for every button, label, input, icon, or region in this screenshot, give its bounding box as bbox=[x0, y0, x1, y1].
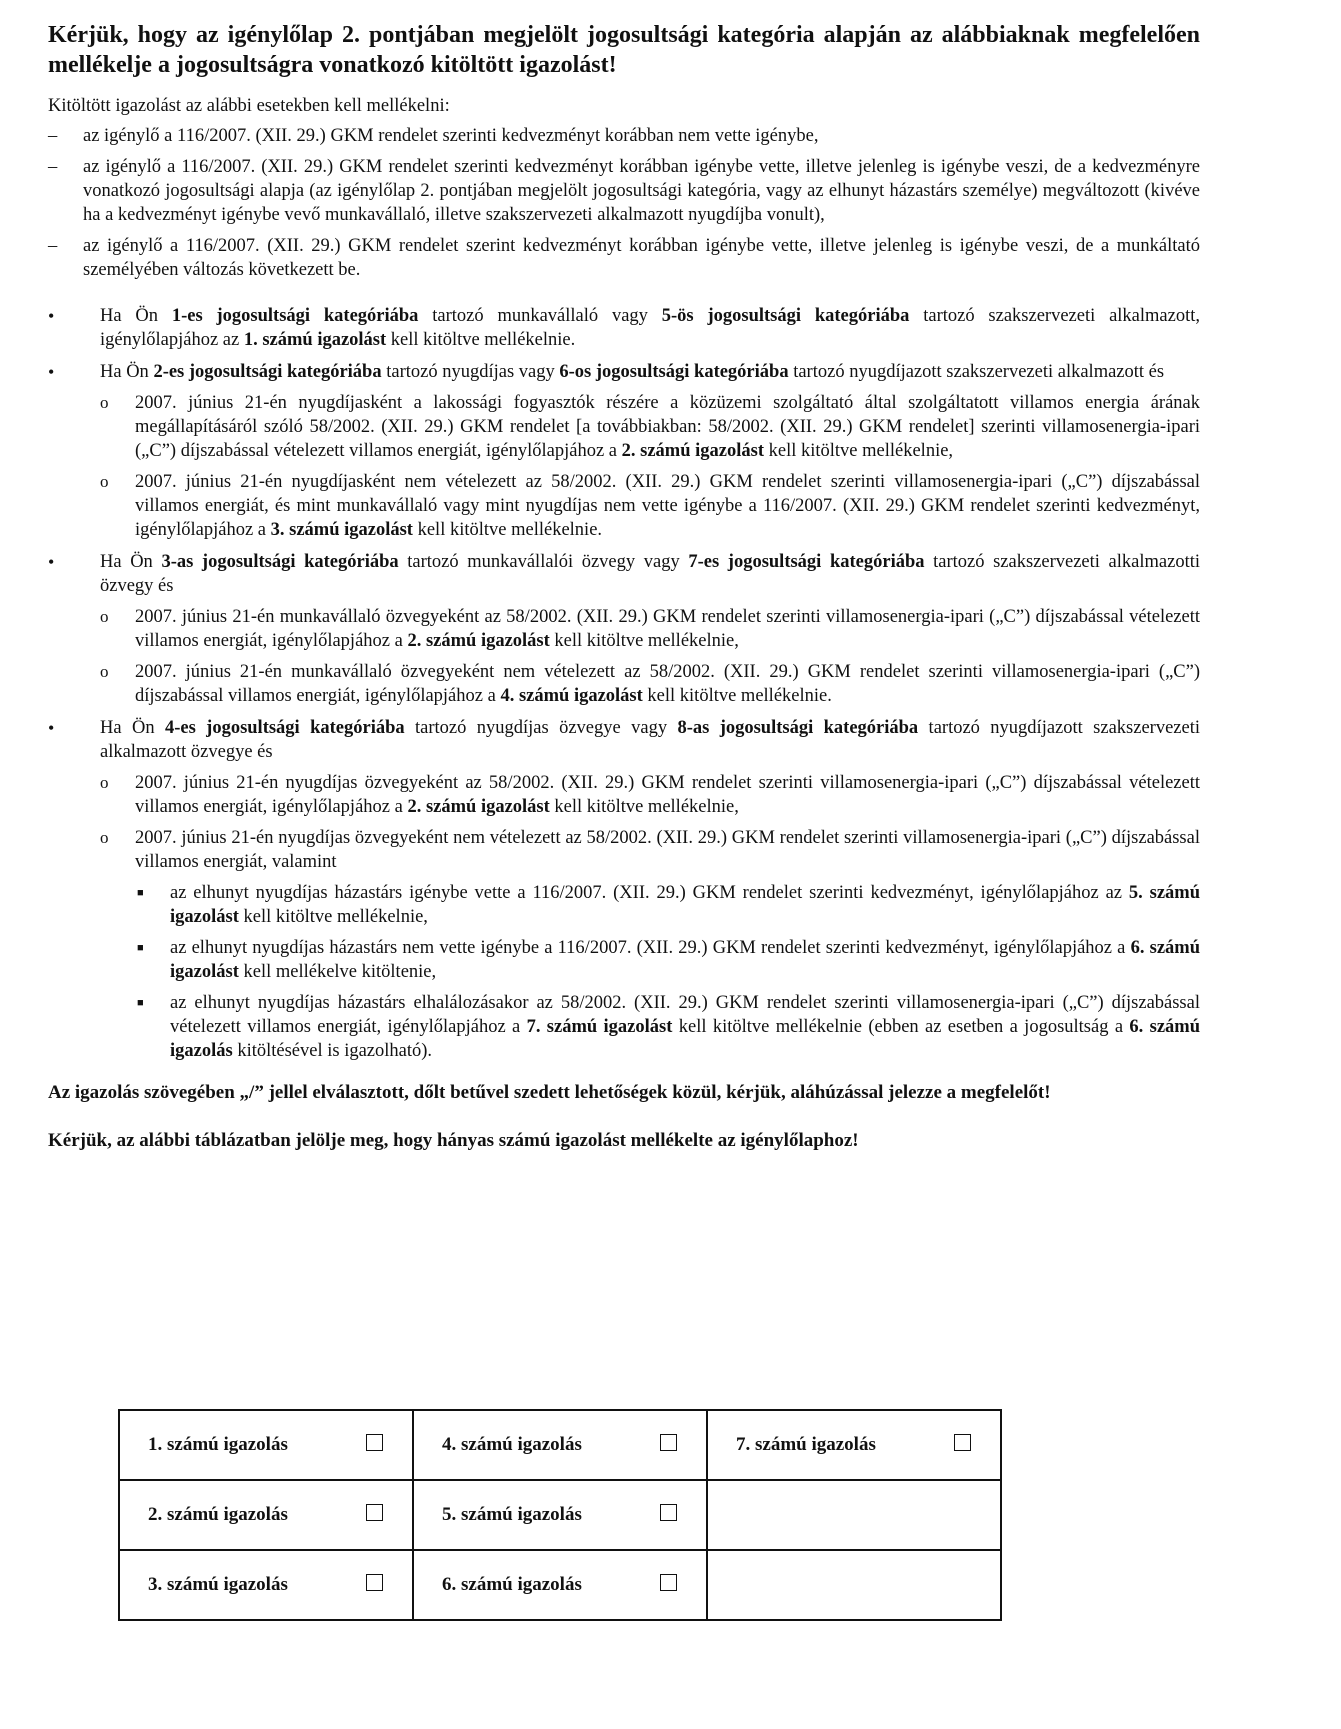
square-marker: ■ bbox=[137, 997, 144, 1009]
document-page bbox=[48, 20, 1200, 1153]
certificate-table bbox=[118, 1409, 1002, 1621]
square-marker: ■ bbox=[137, 942, 144, 954]
square-item: ■ az elhunyt nyugdíjas házastárs igénybe vette a 116/2007. (XII. 29.) GKM rendelet szerinti kedvezményt, igénylőlapjához az 5. számú igazolást kell kitöltve mellékelnie, bbox=[137, 883, 1200, 927]
circle-marker: o bbox=[100, 662, 109, 681]
certificate-2-checkbox[interactable] bbox=[366, 1504, 383, 1521]
circle-marker: o bbox=[100, 773, 109, 792]
certificate-label: 7. számú igazolás bbox=[736, 1434, 876, 1455]
certificate-7-checkbox[interactable] bbox=[954, 1434, 971, 1451]
certificate-label: 3. számú igazolás bbox=[148, 1574, 288, 1595]
circle-marker: o bbox=[100, 828, 109, 847]
dash-item: – az igénylő a 116/2007. (XII. 29.) GKM rendelet szerinti kedvezményt korábban igénybe vette, illetve jelenleg is igénybe veszi, de a kedvezményre vonatkozó jogosultsági alapja (az igénylőlap 2. pontjában megjelölt jogosultsági kategória, vagy az elhunyt házastárs személye) megváltozott (kivéve ha a kedvezményt igénybe vevő munkavállaló, illetve szakszervezeti alkalmazott nyugdíjba vonult), bbox=[48, 157, 1200, 225]
circle-marker: o bbox=[100, 472, 109, 491]
certificate-3-checkbox[interactable] bbox=[366, 1574, 383, 1591]
certificate-4-checkbox[interactable] bbox=[660, 1434, 677, 1451]
square-item: ■ az elhunyt nyugdíjas házastárs elhalálozásakor az 58/2002. (XII. 29.) GKM rendelet szerinti villamosenergia-ipari („C”) díjszabással vételezett villamos energiát, igénylőlapjához a 7. számú igazolást kell kitöltve mellékelnie (ebben az esetben a jogosultság a 6. számú igazolás kitöltésével is igazolható). bbox=[137, 993, 1200, 1061]
bullet-marker: • bbox=[48, 306, 55, 326]
certificate-5-checkbox[interactable] bbox=[660, 1504, 677, 1521]
table-row bbox=[119, 1550, 1001, 1620]
certificate-label: 6. számú igazolás bbox=[442, 1574, 582, 1595]
underline-instruction: Az igazolás szövegében „/” jellel elválasztott, dőlt betűvel szedett lehetőségek közül, kérjük, aláhúzással jelezze a megfelelőt! bbox=[48, 1082, 1051, 1103]
square-item: ■ az elhunyt nyugdíjas házastárs nem vette igénybe a 116/2007. (XII. 29.) GKM rendelet szerinti kedvezményt, igénylőlapjához a 6. számú igazolást kell mellékelve kitöltenie, bbox=[137, 938, 1200, 982]
dash-item: – az igénylő a 116/2007. (XII. 29.) GKM rendelet szerinti kedvezményt korábban nem vette igénybe, bbox=[48, 126, 819, 146]
dash-marker: – bbox=[48, 236, 58, 256]
certificate-cell bbox=[119, 1550, 413, 1620]
certificate-cell bbox=[413, 1480, 707, 1550]
sub-item: o 2007. június 21-én nyugdíjas özvegyeként nem vételezett az 58/2002. (XII. 29.) GKM rendelet szerinti villamosenergia-ipari („C”) díjszabással villamos energiát, valamint ■ az elhunyt nyugdíjas házastárs igénybe vette a 116/2007. (XII. 29.) GKM rendelet szerinti kedvezményt, igénylőlapjához az 5. számú igazolást kell kitöltve mellékelnie, ■ az elhunyt nyugdíjas házastárs nem vette igénybe a 116/2007. (XII. 29.) GKM rendelet szerinti kedvezményt, igénylőlapjához a 6. számú igazolást kell mellékelve kitöltenie, ■ az elhunyt nyugdíjas házastárs elhalálozásakor az 58/2002. (XII. 29.) GKM rendelet szerinti villamosenergia-ipari („C”) díjszabással vételezett villamos energiát, igénylőlapjához a 7. számú igazolást kell kitöltve mellékelnie (ebben az esetben a jogosultság a 6. számú igazolás kitöltésével is igazolható). bbox=[100, 828, 1200, 1061]
certificate-cell bbox=[413, 1410, 707, 1480]
certificate-6-checkbox[interactable] bbox=[660, 1574, 677, 1591]
square-marker: ■ bbox=[137, 887, 144, 899]
sub-list bbox=[100, 391, 1200, 542]
sub-item: o 2007. június 21-én munkavállaló özvegyeként nem vételezett az 58/2002. (XII. 29.) GKM rendelet szerinti villamosenergia-ipari („C”) díjszabással villamos energiát, igénylőlapjához a 4. számú igazolást kell kitöltve mellékelnie. bbox=[100, 662, 1200, 706]
sub-item: o 2007. június 21-én munkavállaló özvegyeként az 58/2002. (XII. 29.) GKM rendelet szerinti villamosenergia-ipari („C”) díjszabással vételezett villamos energiát, igénylőlapjához a 2. számú igazolást kell kitöltve mellékelnie, bbox=[100, 607, 1200, 651]
empty-cell bbox=[707, 1480, 1001, 1550]
sub-list bbox=[100, 605, 1200, 708]
certificate-label: 5. számú igazolás bbox=[442, 1504, 582, 1525]
dash-marker: – bbox=[48, 126, 58, 146]
sub-item: o 2007. június 21-én nyugdíjasként nem vételezett az 58/2002. (XII. 29.) GKM rendelet szerinti villamosenergia-ipari („C”) díjszabással villamos energiát, és mint munkavállaló vagy mint nyugdíjas nem vette igénybe a 116/2007. (XII. 29.) GKM rendelet szerinti kedvezményt, igénylőlapjához a 3. számú igazolást kell kitöltve mellékelnie. bbox=[100, 472, 1200, 540]
dash-list bbox=[48, 124, 1200, 282]
sub-item: o 2007. június 21-én nyugdíjasként a lakossági fogyasztók részére a közüzemi szolgáltató által szolgáltatott villamos energia árának megállapításáról szóló 58/2002. (XII. 29.) GKM rendelet [a továbbiakban: 58/2002. (XII. 29.) GKM rendelet] szerinti villamosenergia-ipari („C”) díjszabással vételezett villamos energiát, igénylőlapjához a 2. számú igazolást kell kitöltve mellékelnie, bbox=[100, 393, 1200, 461]
bullet-marker: • bbox=[48, 718, 55, 738]
circle-marker: o bbox=[100, 607, 109, 626]
table-row bbox=[119, 1410, 1001, 1480]
category-item-2: • Ha Ön 2-es jogosultsági kategóriába tartozó nyugdíjas vagy 6-os jogosultsági kategóriába tartozó nyugdíjazott szakszervezeti alkalmazott és o 2007. június 21-én nyugdíjasként a lakossági fogyasztók részére a közüzemi szolgáltató által szolgáltatott villamos energia árának megállapításáról szóló 58/2002. (XII. 29.) GKM rendelet [a továbbiakban: 58/2002. (XII. 29.) GKM rendelet] szerinti villamosenergia-ipari („C”) díjszabással vételezett villamos energiát, igénylőlapjához a 2. számú igazolást kell kitöltve mellékelnie, o 2007. június 21-én nyugdíjasként nem vételezett az 58/2002. (XII. 29.) GKM rendelet szerinti villamosenergia-ipari („C”) díjszabással villamos energiát, és mint munkavállaló vagy mint nyugdíjas nem vette igénybe a 116/2007. (XII. 29.) GKM rendelet szerinti kedvezményt, igénylőlapjához a 3. számú igazolást kell kitöltve mellékelnie. bbox=[48, 362, 1200, 540]
table-instruction: Kérjük, az alábbi táblázatban jelölje meg, hogy hányas számú igazolást mellékelte az igénylőlaphoz! bbox=[48, 1130, 859, 1151]
category-item-1: • Ha Ön 1-es jogosultsági kategóriába tartozó munkavállaló vagy 5-ös jogosultsági kategóriába tartozó szakszervezeti alkalmazott, igénylőlapjához az 1. számú igazolást kell kitöltve mellékelnie. bbox=[48, 306, 1200, 350]
circle-marker: o bbox=[100, 393, 109, 412]
intro-text: Kitöltött igazolást az alábbi esetekben kell mellékelni: bbox=[48, 96, 450, 116]
sub-item: o 2007. június 21-én nyugdíjas özvegyeként az 58/2002. (XII. 29.) GKM rendelet szerinti villamosenergia-ipari („C”) díjszabással vételezett villamos energiát, igénylőlapjához a 2. számú igazolást kell kitöltve mellékelnie, bbox=[100, 773, 1200, 817]
certificate-cell bbox=[119, 1480, 413, 1550]
certificate-label: 4. számú igazolás bbox=[442, 1434, 582, 1455]
certificate-label: 2. számú igazolás bbox=[148, 1504, 288, 1525]
square-list bbox=[135, 881, 1200, 1063]
sub-list bbox=[100, 771, 1200, 1063]
bullet-marker: • bbox=[48, 552, 55, 572]
certificate-cell bbox=[707, 1410, 1001, 1480]
certificate-label: 1. számú igazolás bbox=[148, 1434, 288, 1455]
category-item-4: • Ha Ön 4-es jogosultsági kategóriába tartozó nyugdíjas özvegye vagy 8-as jogosultsági kategóriába tartozó nyugdíjazott szakszervezeti alkalmazott özvegye és o 2007. június 21-én nyugdíjas özvegyeként az 58/2002. (XII. 29.) GKM rendelet szerinti villamosenergia-ipari („C”) díjszabással vételezett villamos energiát, igénylőlapjához a 2. számú igazolást kell kitöltve mellékelnie, o 2007. június 21-én nyugdíjas özvegyeként nem vételezett az 58/2002. (XII. 29.) GKM rendelet szerinti villamosenergia-ipari („C”) díjszabással villamos energiát, valamint ■ az elhunyt nyugdíjas házastárs igénybe vette a 116/2007. (XII. 29.) GKM rendelet szerinti kedvezményt, igénylőlapjához az 5. számú igazolást kell kitöltve mellékelnie, ■ az elhunyt nyugdíjas házastárs nem vette igénybe a 116/2007. (XII. 29.) GKM rendelet szerinti kedvezményt, igénylőlapjához a 6. számú igazolást kell mellékelve kitöltenie, ■ az elhunyt nyugdíjas házastárs elhalálozásakor az 58/2002. (XII. 29.) GKM rendelet szerinti villamosenergia-ipari („C”) díjszabással vételezett villamos energiát, igénylőlapjához a 7. számú igazolást kell kitöltve mellékelnie (ebben az esetben a jogosultság a 6. számú igazolás kitöltésével is igazolható). bbox=[48, 718, 1200, 1061]
category-item-3: • Ha Ön 3-as jogosultsági kategóriába tartozó munkavállalói özvegy vagy 7-es jogosultsági kategóriába tartozó szakszervezeti alkalmazotti özvegy és o 2007. június 21-én munkavállaló özvegyeként az 58/2002. (XII. 29.) GKM rendelet szerinti villamosenergia-ipari („C”) díjszabással vételezett villamos energiát, igénylőlapjához a 2. számú igazolást kell kitöltve mellékelnie, o 2007. június 21-én munkavállaló özvegyeként nem vételezett az 58/2002. (XII. 29.) GKM rendelet szerinti villamosenergia-ipari („C”) díjszabással villamos energiát, igénylőlapjához a 4. számú igazolást kell kitöltve mellékelnie. bbox=[48, 552, 1200, 706]
certificate-1-checkbox[interactable] bbox=[366, 1434, 383, 1451]
bullet-marker: • bbox=[48, 362, 55, 382]
dash-item: – az igénylő a 116/2007. (XII. 29.) GKM rendelet szerint kedvezményt korábban igénybe vette, illetve jelenleg is igénybe veszi, de a munkáltató személyében változás következett be. bbox=[48, 236, 1200, 280]
dash-marker: – bbox=[48, 157, 58, 177]
certificate-cell bbox=[119, 1410, 413, 1480]
category-list bbox=[48, 304, 1200, 1063]
page-title: Kérjük, hogy az igénylőlap 2. pontjában megjelölt jogosultsági kategória alapján az alábbiaknak megfelelően mellékelje a jogosultságra vonatkozó kitöltött igazolást! bbox=[48, 22, 1200, 78]
table-row bbox=[119, 1480, 1001, 1550]
certificate-cell bbox=[413, 1550, 707, 1620]
empty-cell bbox=[707, 1550, 1001, 1620]
